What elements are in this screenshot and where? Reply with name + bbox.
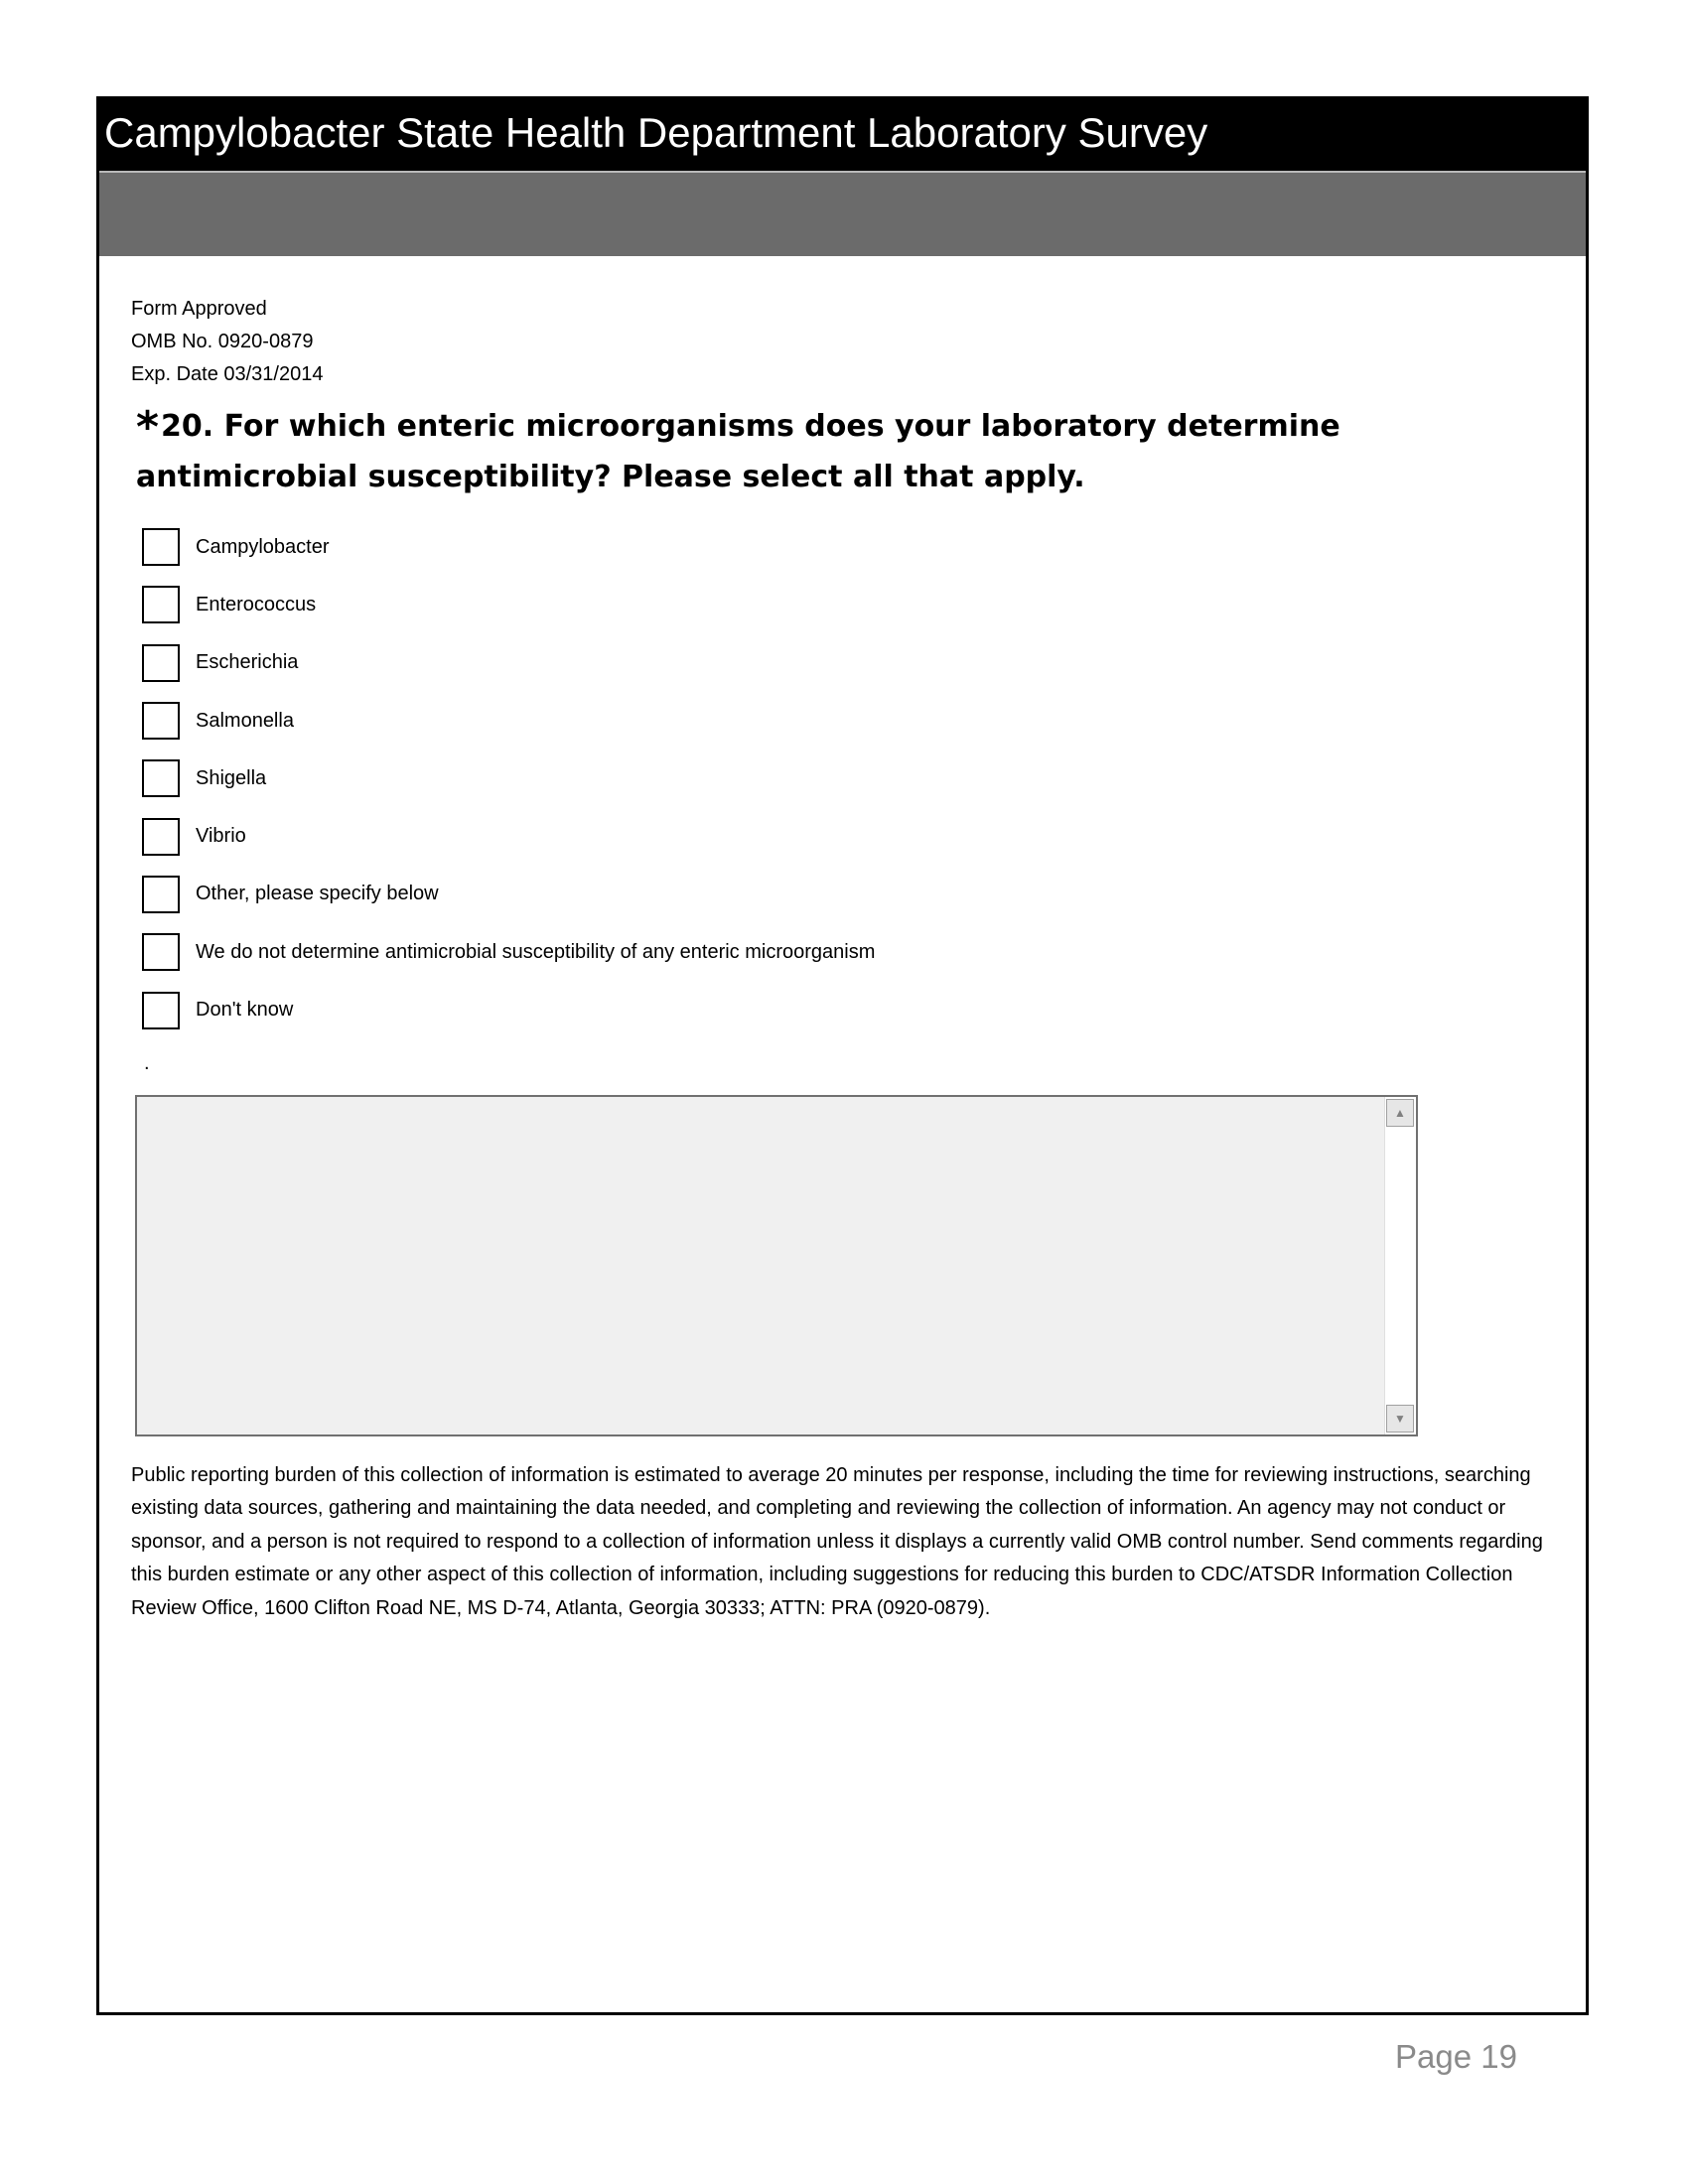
option-label: Don't know	[196, 999, 294, 1022]
option-label: Vibrio	[196, 825, 246, 848]
checkbox-none[interactable]	[142, 933, 180, 971]
option-label: Shigella	[196, 766, 267, 789]
option-dont-know[interactable]	[142, 981, 875, 1038]
option-label: Salmonella	[196, 709, 294, 732]
options-list	[142, 518, 875, 1039]
option-none[interactable]	[142, 923, 875, 981]
question-20	[136, 402, 1546, 502]
page-number: Page 19	[1395, 2038, 1517, 2075]
checkbox-enterococcus[interactable]	[142, 586, 180, 623]
option-campylobacter[interactable]	[142, 518, 875, 576]
arrow-up-icon: ▲	[1394, 1106, 1406, 1120]
question-text: 20. For which enteric microorganisms does your laboratory determine antimicrobial susceptibility? Please select all that apply.	[136, 409, 1340, 494]
option-salmonella[interactable]	[142, 692, 875, 750]
checkbox-campylobacter[interactable]	[142, 528, 180, 566]
expiration-date-text: Exp. Date 03/31/2014	[131, 363, 324, 385]
option-label: Campylobacter	[196, 535, 330, 558]
other-specify-textarea[interactable]	[135, 1095, 1418, 1436]
option-label: Escherichia	[196, 651, 299, 674]
survey-page-frame	[96, 96, 1589, 2015]
checkbox-other[interactable]	[142, 876, 180, 913]
checkbox-salmonella[interactable]	[142, 702, 180, 740]
option-vibrio[interactable]	[142, 807, 875, 865]
other-specify-marker: .	[144, 1052, 150, 1074]
header-band	[99, 173, 1586, 256]
option-enterococcus[interactable]	[142, 576, 875, 633]
option-escherichia[interactable]	[142, 634, 875, 692]
checkbox-dont-know[interactable]	[142, 992, 180, 1029]
form-approved-text: Form Approved	[131, 298, 267, 320]
checkbox-escherichia[interactable]	[142, 644, 180, 682]
omb-number-text: OMB No. 0920-0879	[131, 331, 314, 352]
burden-statement: Public reporting burden of this collection of information is estimated to average 20 minutes per response, including the time for reviewing instructions, searching existing data sources, gathering and maintaining the data needed, and completing and reviewing the collection of information. An agency may not conduct or sponsor, and a person is not required to respond to a collection of information unless it displays a currently valid OMB control number. Send comments regarding this burden estimate or any other aspect of this collection of information, including suggestions for reducing this burden to CDC/ATSDR Information Collection Review Office, 1600 Clifton Road NE, MS D-74, Atlanta, Georgia 30333; ATTN: PRA (0920-0879).	[131, 1464, 1543, 1619]
checkbox-shigella[interactable]	[142, 759, 180, 797]
option-label: Enterococcus	[196, 593, 317, 615]
option-label: Other, please specify below	[196, 883, 439, 905]
scroll-down-button[interactable]	[1386, 1405, 1414, 1433]
textarea-scrollbar[interactable]	[1384, 1097, 1416, 1434]
option-label: We do not determine antimicrobial susceptibility of any enteric microorganism	[196, 940, 876, 963]
arrow-down-icon: ▼	[1394, 1412, 1406, 1426]
survey-title: Campylobacter State Health Department Laboratory Survey	[104, 109, 1208, 156]
form-approval-info	[131, 293, 323, 391]
title-bar	[99, 99, 1586, 171]
option-shigella[interactable]	[142, 750, 875, 807]
scroll-up-button[interactable]	[1386, 1099, 1414, 1127]
option-other[interactable]	[142, 866, 875, 923]
checkbox-vibrio[interactable]	[142, 818, 180, 856]
required-asterisk: *	[136, 402, 160, 453]
